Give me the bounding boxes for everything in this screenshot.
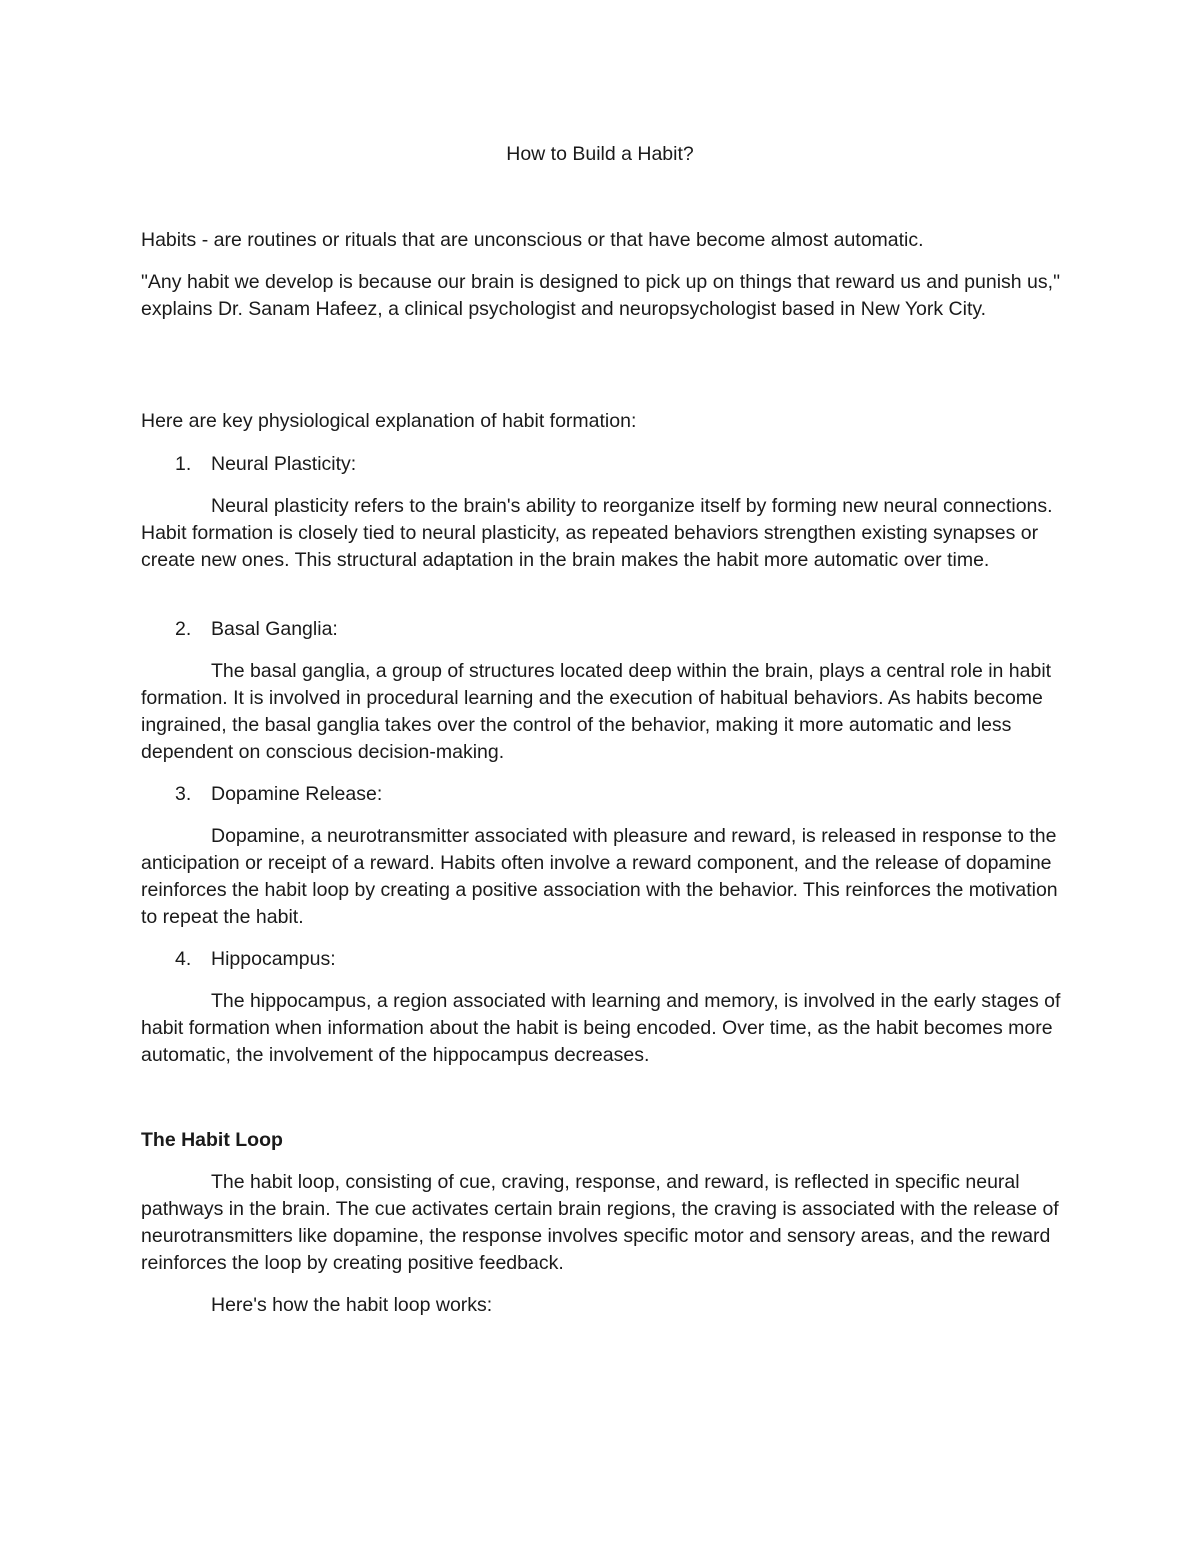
list-item-text: The hippocampus, a region associated with learning and memory, is involved in the early stages of habit formation when information about the habit is being encoded. Over time, as the habit becomes more automatic, the involvement of the hippocampus decreases. bbox=[141, 990, 1061, 1066]
list-number: 4. bbox=[175, 948, 192, 970]
intro-paragraph: Here are key physiological explanation of habit formation: bbox=[141, 410, 637, 432]
definition-paragraph: Habits - are routines or rituals that are unconscious or that have become almost automatic. bbox=[141, 229, 924, 251]
document-title: How to Build a Habit? bbox=[506, 143, 694, 165]
list-item-label: Dopamine Release: bbox=[211, 783, 383, 805]
list-number: 1. bbox=[175, 453, 192, 475]
quote-paragraph: "Any habit we develop is because our brain is designed to pick up on things that reward us and punish us," explains Dr. Sanam Hafeez, a clinical psychologist and neuropsychologist based in New York City. bbox=[141, 271, 1060, 320]
habit-loop-paragraph: The habit loop, consisting of cue, craving, response, and reward, is reflected in specific neural pathways in the brain. The cue activates certain brain regions, the craving is associated with the release of neurotransmitters like dopamine, the response involves specific motor and sensory areas, and the reward reinforces the loop by creating positive feedback. bbox=[141, 1171, 1059, 1274]
list-item-text: The basal ganglia, a group of structures located deep within the brain, plays a central role in habit formation. It is involved in procedural learning and the execution of habitual behaviors. As habits become ingrained, the basal ganglia takes over the control of the behavior, making it more automatic and less dependent on conscious decision-making. bbox=[141, 660, 1052, 763]
list-item-text: Neural plasticity refers to the brain's ability to reorganize itself by forming new neural connections. Habit formation is closely tied to neural plasticity, as repeated behaviors strengthen existing synapses or create new ones. This structural adaptation in the brain makes the habit more automatic over time. bbox=[141, 495, 1053, 571]
list-number: 3. bbox=[175, 783, 192, 805]
list-item-label: Neural Plasticity: bbox=[211, 453, 357, 475]
list-item-text: Dopamine, a neurotransmitter associated with pleasure and reward, is released in response to the anticipation or receipt of a reward. Habits often involve a reward component, and the release of dopamine reinforces the habit loop by creating a positive association with the behavior. This reinforces the motivation to repeat the habit. bbox=[141, 825, 1058, 928]
habit-loop-lead-in: Here's how the habit loop works: bbox=[211, 1294, 493, 1316]
list-number: 2. bbox=[175, 618, 192, 640]
list-item-label: Hippocampus: bbox=[211, 948, 336, 970]
section-heading: The Habit Loop bbox=[141, 1129, 283, 1151]
list-item-label: Basal Ganglia: bbox=[211, 618, 338, 640]
